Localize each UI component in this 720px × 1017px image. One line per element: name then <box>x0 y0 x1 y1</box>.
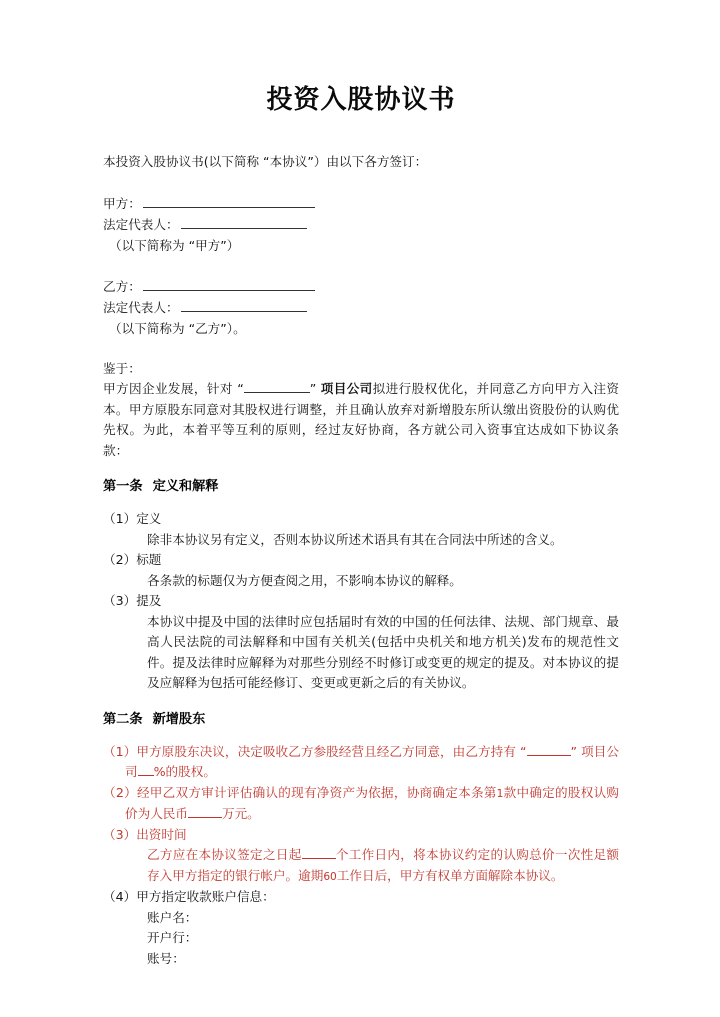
intro-paragraph: 本投资入股协议书(以下简称 “本协议”）由以下各方签订： <box>103 154 428 170</box>
article-2-clause-3-text-2: 个工作日内，将本协议约定的认购总价一次性足额存入甲方指定的银行帐户。逾期 <box>147 847 620 883</box>
party-b-name-blank[interactable] <box>143 277 315 291</box>
account-name-label: 账户名： <box>147 909 198 925</box>
article-2-clause-3-body <box>103 845 619 887</box>
account-number-label: 账号： <box>147 950 185 966</box>
article-2-title: 新增股东 <box>152 711 206 727</box>
party-a-rep-blank[interactable] <box>181 215 307 229</box>
account-bank-label: 开户行： <box>147 930 198 946</box>
party-a-alias: （以下简称为 “甲方”） <box>109 237 240 253</box>
party-b-alias: （以下简称为 “乙方”）。 <box>109 320 246 336</box>
article-1-title: 定义和解释 <box>152 479 219 495</box>
party-a-rep-label: 法定代表人： <box>103 216 179 232</box>
party-b-rep-line <box>103 297 619 318</box>
article-2-clause-1-prefix: （1）甲方原股东决议，决定吸收乙方参股经营且经乙方同意，由乙方持有 “ <box>103 743 527 759</box>
article-2-clause-2-prefix: （2）经甲乙双方审计评估确认的现有净资产为依据，协商确定本条第 <box>103 784 497 800</box>
article-2-clause-2-suffix: 万元。 <box>221 806 260 822</box>
article-2-clause-3-label: （3）出资时间 <box>103 826 187 842</box>
party-a-rep-line <box>103 214 619 235</box>
article-2-clause-3-days-blank[interactable] <box>302 846 336 859</box>
article-1-clause-3-label: （3）提及 <box>103 593 162 609</box>
article-2-clause-3-days: 60 <box>323 870 337 883</box>
article-2-clause-1-project-blank[interactable] <box>527 743 571 756</box>
article-2-clause-1-suffix: %的股权。 <box>153 764 216 780</box>
party-b-rep-label: 法定代表人： <box>103 299 179 315</box>
article-2-clause-3-text-1: 乙方应在本协议签定之日起 <box>147 847 302 863</box>
document-content <box>103 0 619 969</box>
party-b-name-label: 乙方： <box>103 278 141 294</box>
article-1-clause-2-label: （2）标题 <box>103 552 162 568</box>
whereas-body <box>103 379 619 461</box>
article-2-clause-1 <box>103 742 619 783</box>
whereas-text-1: 甲方因企业发展，针对 “ <box>103 381 244 397</box>
party-a-name-label: 甲方： <box>103 195 141 211</box>
party-a-name-blank[interactable] <box>143 194 315 208</box>
article-2-clause-2-amount-blank[interactable] <box>188 805 222 818</box>
article-2-clause-4-label: （4）甲方指定收款账户信息： <box>103 889 275 905</box>
article-2-clause-1-percent-blank[interactable] <box>138 763 154 776</box>
article-2-clause-2 <box>103 783 619 825</box>
article-2-heading <box>103 710 619 730</box>
whereas-text-3: 拟进行股权优化，并同意乙方向甲方入注资本。甲方原股东同意对其股权进行调整，并且确认放弃对新增股东所认缴出资股份的认购优先权。为此，本着平等互利的原则，经过友好协商，各方就公司入资事宜达成如下协议条款： <box>103 381 620 458</box>
article-2-clause-3-text-3: 工作日后，甲方有权单方面解除本协议。 <box>336 867 564 883</box>
article-1-heading <box>103 477 619 497</box>
article-1-number: 第一条 <box>103 479 143 495</box>
whereas-project-blank[interactable] <box>244 380 310 393</box>
whereas-text-2: ” <box>309 381 321 397</box>
page-title: 投资入股协议书 <box>266 85 456 115</box>
whereas-bold-term: 项目公司 <box>320 381 373 397</box>
article-2-clause-1-mid: ” 项目公司 <box>125 743 619 780</box>
article-1-clause-3-body: 本协议中提及中国的法律时应包括届时有效的中国的任何法律、法规、部门规章、最高人民法院的司法解释和中国有关机关(包括中央机关和地方机关)发布的规范性文件。提及法律时应解释为对那些分别经不时修订或变更的规定的提及。对本协议的提及应解释为包括可能经修订、变更或更新之后的有关协议。 <box>147 613 619 691</box>
whereas-heading: 鉴于： <box>103 360 141 376</box>
party-b-name-line <box>103 276 619 297</box>
article-2-number: 第二条 <box>103 711 143 727</box>
party-b-rep-blank[interactable] <box>181 298 307 312</box>
party-a-name-line <box>103 193 619 214</box>
article-1-clause-1-label: （1）定义 <box>103 511 162 527</box>
article-2-clause-2-number: 1 <box>496 787 504 800</box>
article-1-clause-1-body: 除非本协议另有定义，否则本协议所述术语具有其在合同法中所述的含义。 <box>147 531 563 547</box>
article-1-clause-2-body: 各条款的标题仅为方便查阅之用，不影响本协议的解释。 <box>147 572 462 588</box>
article-2-clause-2-mid: 款中确定的股权认购价为人民币 <box>125 784 620 822</box>
